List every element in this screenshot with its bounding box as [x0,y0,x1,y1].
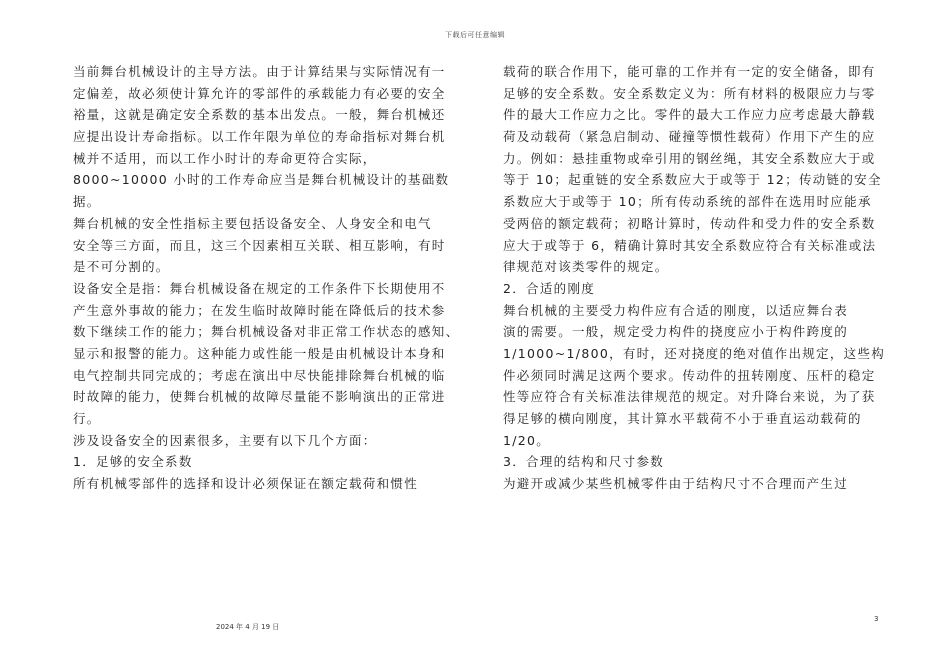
right-text-line: 载荷的联合作用下，能可靠的工作并有一定的安全储备，即有 [503,64,876,79]
left-text-line: 械并不适用，而以工作小时计的寿命更符合实际， [73,150,377,166]
page-number: 3 [874,615,879,623]
right-text-line: 应大于或等于 6，精确计算时其安全系数应符合有关标准或法 [503,237,877,253]
left-text-line: 所有机械零部件的选择和设计必须保证在额定载荷和惯性 [73,476,419,492]
page-header: 下载后可任意编辑 [445,31,505,39]
right-column [503,61,887,495]
left-text-line: 裕量，这就是确定安全系数的基本出发点。一般，舞台机械还 [73,107,446,123]
left-column [73,61,460,495]
left-text-line: 行。 [73,411,101,426]
left-text-line: 舞台机械的安全性指标主要包括设备安全、人身安全和电气 [73,215,432,231]
left-text-line: 涉及设备安全的因素很多，主要有以下几个方面： [73,432,377,448]
left-text-line: 当前舞台机械设计的主导方法。由于计算结果与实际情况有一 [73,64,446,79]
left-text-line: 时故障的能力，使舞台机械的故障尽量能不影响演出的正常进 [73,389,446,405]
left-text-line: 安全等三方面，而且，这三个因素相互关联、相互影响，有时 [73,237,446,253]
right-text-line: 性等应符合有关标准法律规范的规定。对升降台来说，为了获 [503,389,876,405]
right-text-line: 系数应大于或等于 10；所有传动系统的部件在选用时应能承 [503,194,872,210]
left-text-line: 定偏差，故必须使计算允许的零部件的承载能力有必要的安全 [73,85,446,101]
left-text-line: 应提出设计寿命指标。以工作年限为单位的寿命指标对舞台机 [73,129,446,145]
right-text-line: 2．合适的刚度 [503,280,596,296]
right-text-line: 1/1000~1/800，有时，还对挠度的绝对值作出规定，这些构 [503,345,886,361]
right-text-line: 律规范对该类零件的规定。 [503,259,669,275]
left-text-line: 是不可分割的。 [73,259,170,275]
left-text-line: 1．足够的安全系数 [73,454,193,470]
left-text-line: 数下继续工作的能力；舞台机械设备对非正常工作状态的感知、 [73,324,460,340]
right-text-line: 为避开或减少某些机械零件由于结构尺寸不合理而产生过 [503,476,849,492]
right-text-line: 荷及动载荷（紧急启制动、碰撞等惯性载荷）作用下产生的应 [503,129,876,145]
right-text-line: 舞台机械的主要受力构件应有合适的刚度，以适应舞台表 [503,302,849,318]
left-text-line: 据。 [73,194,101,210]
right-text-line: 件的最大工作应力之比。零件的最大工作应力应考虑最大静载 [503,107,876,123]
right-text-line: 1/20。 [503,432,551,448]
right-text-line: 3．合理的结构和尺寸参数 [503,454,665,470]
left-text-line: 产生意外事故的能力；在发生临时故障时能在降低后的技术参 [73,302,446,318]
right-text-line: 件必须同时满足这两个要求。传动件的扭转刚度、压杆的稳定 [503,367,876,383]
right-text-line: 等于 10；起重链的安全系数应大于或等于 12；传动链的安全 [503,172,882,188]
left-text-line: 显示和报警的能力。这种能力或性能一般是由机械设计本身和 [73,345,446,361]
right-text-line: 力。例如：悬挂重物或牵引用的钢丝绳，其安全系数应大于或 [503,150,876,166]
right-text-line: 得足够的横向刚度，其计算水平载荷不小于垂直运动载荷的 [503,411,862,426]
left-text-line: 电气控制共同完成的；考虑在演出中尽快能排除舞台机械的临 [73,367,446,383]
footer-date: 2024 年 4 月 19 日 [216,623,280,631]
left-text-line: 设备安全是指：舞台机械设备在规定的工作条件下长期使用不 [73,280,446,296]
left-text-line: 8000~10000 小时的工作寿命应当是舞台机械设计的基础数 [73,172,450,188]
right-text-line: 足够的安全系数。安全系数定义为：所有材料的极限应力与零 [503,85,876,101]
right-text-line: 演的需要。一般，规定受力构件的挠度应小于构件跨度的 [503,324,849,340]
right-text-line: 受两倍的额定载荷；初略计算时，传动件和受力件的安全系数 [503,215,876,231]
